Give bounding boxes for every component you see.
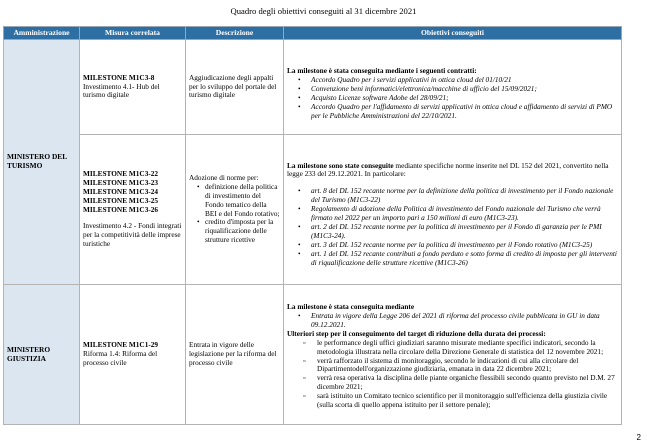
misura-investment: Investimento 4.1- Hub del turismo digitale [83,81,160,100]
header-amministrazione: Amministrazione [4,27,80,40]
admin-cell-giustizia [4,285,80,425]
obiettivi-intro: La milestone sono state conseguite mediante specifiche norme inserite nel DL 152 del 2021, convertito nella legge 233 del 29.12.2021. In particolare: [287,160,609,179]
obiettivi-list [287,312,618,330]
obiettivi-list [287,76,618,121]
list-item: • art. 8 del DL 152 recante norme per la definizione della politica di investimento per il Fondo nazionale del Turismo (M1C3-22) [311,187,618,205]
descrizione-cell [186,40,284,135]
milestone-code: MILESTONE M1C3-8 [83,72,155,82]
list-item: • art. 1 del DL 152 recante contributi a fondo perduto e sotto forma di credito di imposta per gli interventi di riqualificazione delle strutture ricettive (M1C3-26) [311,250,618,268]
list-item: • Acquisto Licenze software Adobe del 28/09/21; [311,94,618,103]
list-item: • Accordo Quadro per i servizi applicativi in ottica cloud del 01/10/21 [311,76,618,85]
admin-label: MINISTERO DEL TURISMO [7,152,67,170]
page-number: 2 [636,433,641,442]
milestone-code: MILESTONE M1C1-29 [83,340,159,350]
header-obiettivi: Obiettivi conseguiti [284,27,622,40]
admin-label: MINISTERO GIUSTIZIA [7,344,51,363]
list-item: • art. 2 del DL 152 recante norme per la politica di investimento per il Fondo di garanzia per le PMI (M1C3-24). [311,223,618,241]
obiettivi-cell [284,135,622,285]
misura-cell [80,40,186,135]
objectives-table [3,26,622,425]
milestone-code: MILESTONE M1C3-22 [83,168,159,178]
list-item: ▫ le performance degli uffici giudiziari saranno misurate mediante specifici indicatori, secondo la metodologia illustrata nella circolare della Direzione Generale di statistica del 12 novembre 2021; [317,339,618,357]
milestone-code: MILESTONE M1C3-23 [83,177,159,187]
admin-cell-turismo [4,40,80,285]
descrizione-list [189,183,280,245]
misura-investment: Riforma 1.4: Riforma del processo civile [83,349,158,367]
table-header-row [4,27,622,40]
header-misura: Misura correlata [80,27,186,40]
list-item: ▫ verrà resa operativa la disciplina delle piante organiche flessibili secondo quanto previsto nel D.M. 27 dicembre 2021; [317,374,618,392]
descrizione-cell [186,285,284,425]
obiettivi-intro: La milestone è stata conseguita mediante [287,302,415,312]
list-item: ▫ sarà istituito un Comitato tecnico scientifico per il monitoraggio sull'efficienza della giustizia civile (sulla scorta di quello appena istituito per il settore penale); [317,392,618,410]
misura-investment: Investimento 4.2 - Fondi integrati per la competitività delle imprese turistiche [83,221,182,249]
misura-cell [80,285,186,425]
descrizione-text: Adozione di norme per: [189,172,259,182]
obiettivi-intro: La milestone è stata conseguita mediante i seguenti contratti: [287,66,477,76]
list-item: • Convenzione beni informatici/elettronica/macchine di ufficio del 15/09/2021; [311,85,618,94]
list-item: • credito d'imposta per la riqualificazione delle strutture ricettive [197,218,280,245]
milestone-code: MILESTONE M1C3-24 [83,186,159,196]
milestone-code: MILESTONE M1C3-25 [83,195,159,205]
target-title: Ulteriori step per il conseguimento del target di riduzione della durata dei processi: [287,328,546,338]
list-item: • Entrata in vigore della Legge 206 del 2021 di riforma del processo civile pubblicata in GU in data 09.12.2021. [311,312,618,330]
descrizione-text: Entrata in vigore delle legislazione per la riforma del processo civile [189,340,277,367]
misura-cell [80,135,186,285]
table-row [4,135,622,285]
target-list [287,339,618,410]
page-title: Quadro degli obiettivi conseguiti al 31 dicembre 2021 [230,6,417,16]
obiettivi-cell [284,40,622,135]
obiettivi-list [287,187,618,267]
list-item: • definizione della politica di investimento del Fondo tematico della BEI e del Fondo rotativo; [197,183,280,219]
list-item: ▫ verrà rafforzato il sistema di monitoraggio, secondo le indicazioni di cui alla circolare del Dipartimentodell'organizzazione giudiziaria, emanata in data 22 dicembre 2021; [317,357,618,375]
list-item: • Regolamento di adozione della Politica di investimento del Fondo nazionale del Turismo che verrà firmato nel 2022 per un importo pari a 150 milioni di euro (M1C3-23). [311,205,618,223]
table-row [4,285,622,425]
descrizione-text: Aggiudicazione degli appalti per lo sviluppo del portale del turismo digitale [189,72,277,100]
list-item: • Accordo Quadro per l'affidamento di servizi applicativi in ottica cloud e affidamento di servizi di PMO per le Pubbliche Amministrazioni del 22/10/2021. [311,103,618,121]
obiettivi-cell [284,285,622,425]
table-row [4,40,622,135]
milestone-code: MILESTONE M1C3-26 [83,204,159,214]
list-item: • art. 3 del DL 152 recante norme per la politica di investimento per il Fondo rotativo (M1C3-25) [311,241,618,250]
header-descrizione: Descrizione [186,27,284,40]
descrizione-cell [186,135,284,285]
